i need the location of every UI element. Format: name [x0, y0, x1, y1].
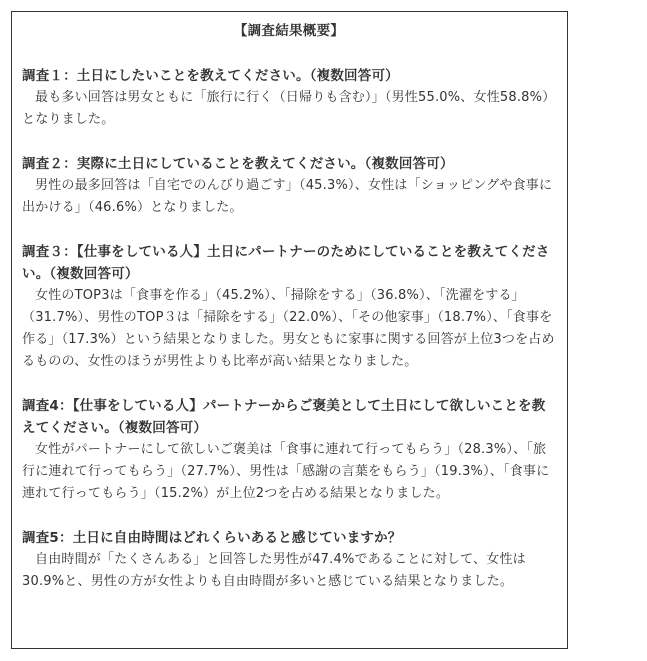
survey-section-5 — [22, 527, 556, 593]
survey-4-body: 女性がパートナーにして欲しいご褒美は「食事に連れて行ってもらう」（28.3%）、「旅行に連れて行ってもらう」（27.7%）、男性は「感謝の言葉をもらう」（19.3%）、「食事に連れて行ってもらう」（15.2%）が上位2つを占める結果となりました。 — [22, 442, 550, 501]
survey-4-heading: 調査4：【仕事をしている人】パートナーからご褒美として土日にして欲しいことを教えてください。（複数回答可） — [22, 398, 546, 436]
survey-1-body: 最も多い回答は男女ともに「旅行に行く（日帰りも含む）」（男性55.0%、女性58.8%）となりました。 — [22, 90, 556, 127]
survey-section-4 — [22, 395, 556, 505]
survey-5-body: 自由時間が「たくさんある」と回答した男性が47.4%であることに対して、女性は30.9%と、男性の方が女性よりも自由時間が多いと感じている結果となりました。 — [22, 552, 526, 589]
survey-section-3 — [22, 241, 556, 373]
survey-5-heading: 調査5：土日に自由時間はどれくらいあると感じていますか？ — [22, 530, 402, 546]
survey-2-body: 男性の最多回答は「自宅でのんびり過ごす」（45.3%）、女性は「ショッピングや食事に出かける」（46.6%）となりました。 — [22, 178, 553, 215]
survey-section-1 — [22, 65, 556, 131]
survey-summary-box — [11, 11, 568, 649]
survey-section-2 — [22, 153, 556, 219]
summary-title: 【調査結果概要】 — [233, 23, 345, 39]
survey-2-heading: 調査２：実際に土日にしていることを教えてください。（複数回答可） — [22, 156, 454, 172]
survey-1-heading: 調査１：土日にしたいことを教えてください。（複数回答可） — [22, 68, 399, 84]
survey-3-heading: 調査３：【仕事をしている人】土日にパートナーのためにしていることを教えてください。（複数回答可） — [22, 244, 550, 282]
survey-3-body: 女性のTOP3は「食事を作る」（45.2%）、「掃除をする」（36.8%）、「洗濯をする」（31.7%）、男性のTOP３は「掃除をする」（22.0%）、「その他家事」（18.7%）、「食事を作る」（17.3%）という結果となりました。男女ともに家事に関する回答が上位3つを占めるものの、女性のほうが男性よりも比率が高い結果となりました。 — [22, 288, 555, 369]
